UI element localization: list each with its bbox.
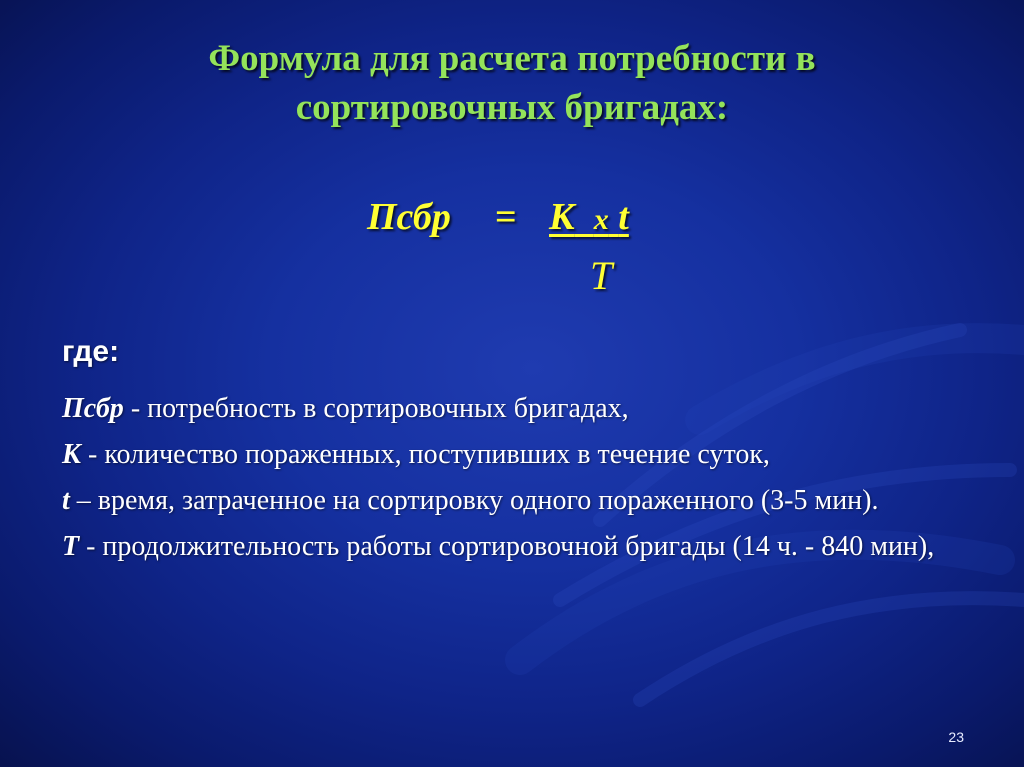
formula [0, 193, 1024, 313]
definition-text: - количество пораженных, поступивших в течение суток, [81, 439, 770, 470]
definition-item [62, 482, 982, 520]
definitions-list [62, 390, 982, 574]
definition-symbol: Псбр [62, 393, 124, 424]
formula-equals: = [495, 196, 517, 238]
definition-text: – время, затраченное на сортировку одного пораженного (3-5 мин). [69, 485, 879, 516]
definition-text: - продолжительность работы сортировочной бригады (14 ч. - 840 мин), [79, 531, 935, 562]
title-line-2: сортировочных бригадах: [295, 87, 729, 128]
page-number: 23 [948, 729, 964, 745]
definition-symbol: Т [62, 531, 80, 562]
definition-text: - потребность в сортировочных бригадах, [123, 393, 629, 424]
definition-item [62, 528, 982, 566]
definition-item [62, 436, 982, 474]
formula-numerator [549, 193, 629, 244]
formula-denominator: Т [590, 253, 613, 298]
slide-title [70, 34, 954, 132]
definition-item [62, 390, 982, 428]
title-line-1: Формула для расчета потребности в [208, 38, 816, 79]
where-label: где: [62, 335, 120, 368]
formula-lhs: Псбр [367, 196, 451, 238]
numerator-t: t [618, 196, 629, 238]
numerator-x: х [593, 203, 609, 236]
definition-symbol: К [62, 439, 81, 470]
definition-symbol: t [62, 485, 70, 516]
numerator-k: К [549, 196, 575, 238]
